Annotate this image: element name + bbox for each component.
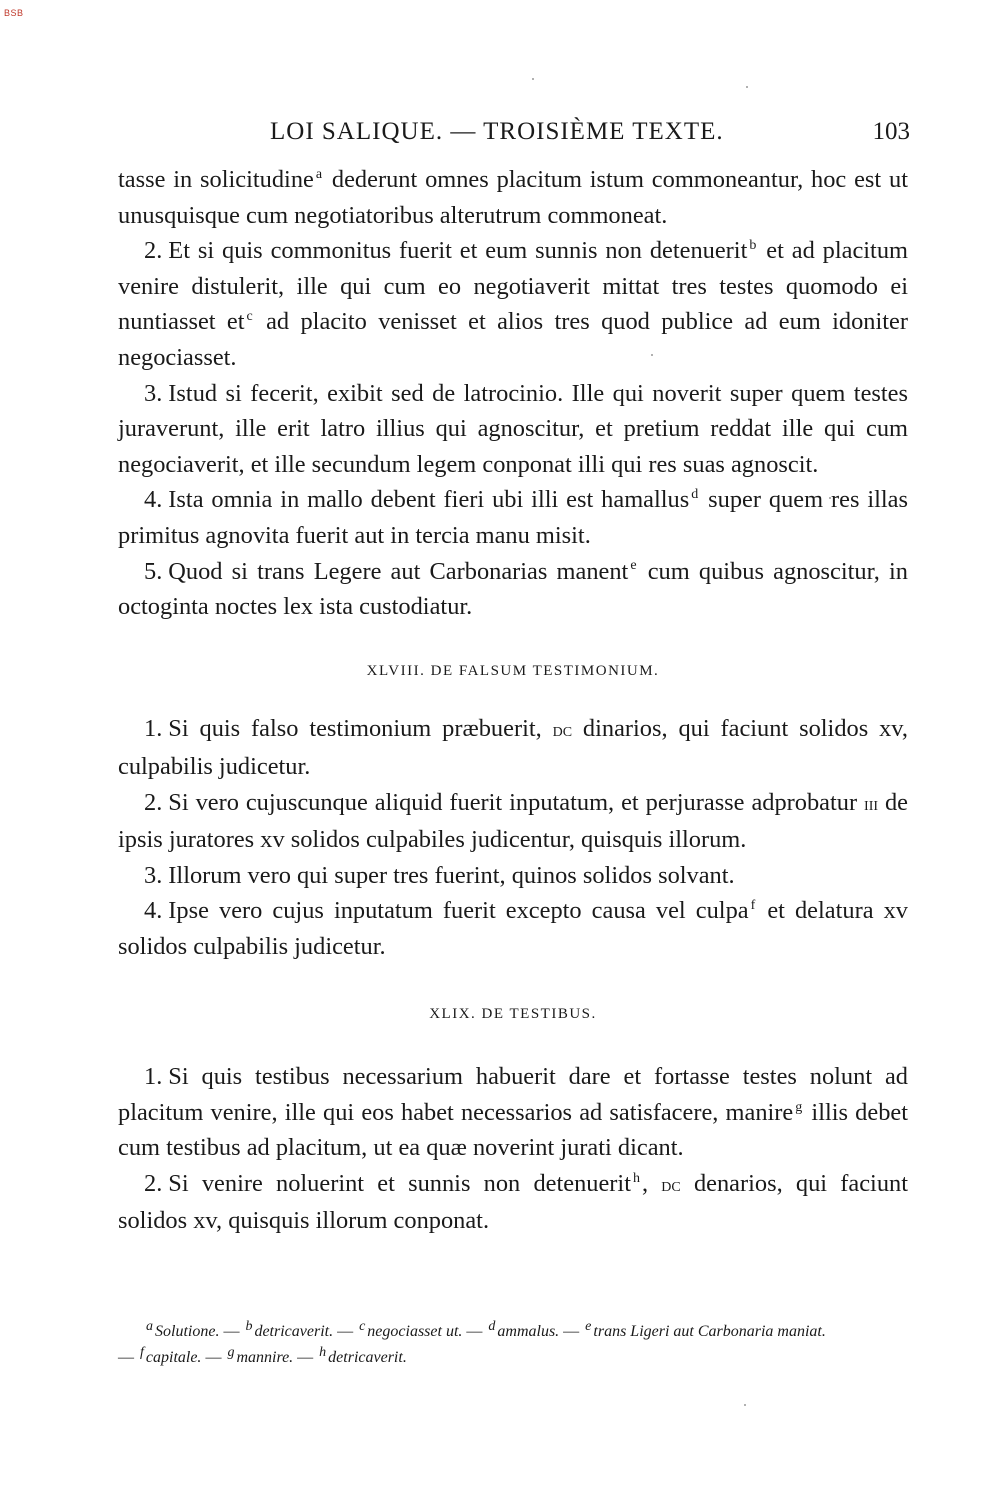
paragraph-text: Si venire noluerint et sunnis non detenuerit bbox=[168, 1169, 631, 1197]
paragraph-text: et delatura xv solidos culpabilis judicetur. bbox=[118, 897, 908, 960]
footnote-marker: g bbox=[227, 1344, 235, 1360]
scan-speck bbox=[532, 78, 534, 80]
paragraph bbox=[118, 858, 908, 894]
footnote-marker: a bbox=[146, 1318, 153, 1334]
footnote-separator: — bbox=[293, 1349, 318, 1366]
paragraph-text: , bbox=[641, 1169, 662, 1197]
footnote-text: Solutione. bbox=[155, 1323, 220, 1340]
library-stamp: BSB bbox=[4, 8, 24, 18]
main-text bbox=[118, 162, 908, 1239]
paragraph bbox=[118, 1166, 908, 1239]
paragraph-text: cum quibus agnoscitur, in octoginta noctes lex ista custodiatur. bbox=[118, 557, 908, 621]
paragraph bbox=[118, 233, 908, 375]
roman-numeral: dc bbox=[661, 1173, 681, 1196]
footnote-separator: — bbox=[219, 1323, 244, 1340]
footnote-separator: — bbox=[559, 1323, 584, 1340]
footnote-separator: — bbox=[333, 1323, 358, 1340]
paragraph bbox=[118, 554, 908, 625]
footnote-text: detricaverit. bbox=[328, 1349, 407, 1366]
paragraph-number: 1. bbox=[144, 1063, 163, 1091]
footnote-ref[interactable]: f bbox=[750, 898, 756, 914]
paragraph-number: 4. bbox=[144, 897, 163, 925]
paragraph-text: super quem res illas primitus agnovita fuerit aut in tercia manu misit. bbox=[118, 486, 908, 549]
scan-speck bbox=[746, 86, 748, 88]
paragraph-text: Si quis testibus necessarium habuerit dare et fortasse testes nolunt ad placitum venire, ille qui eos habet necessarios ad satisfacere, manire bbox=[118, 1063, 908, 1126]
paragraph-text: illis debet cum testibus ad placitum, ut ea quæ noverint jurati dicant. bbox=[118, 1098, 908, 1162]
footnote-line bbox=[118, 1319, 908, 1345]
footnote-ref[interactable]: c bbox=[246, 309, 253, 325]
paragraph-text: Istud si fecerit, exibit sed de latrocinio. Ille qui noverit super quem testes juraverunt, ille erit latro illius qui agnoscitur, et pretium reddat ille qui cum negociaverit, et ille secundum legem conponat illi qui res suas agnoscit. bbox=[118, 379, 908, 478]
paragraph bbox=[118, 482, 908, 553]
footnote-marker: e bbox=[585, 1318, 592, 1334]
footnote-separator: — bbox=[118, 1349, 138, 1366]
footnote-marker: h bbox=[319, 1344, 327, 1360]
paragraph-text: Illorum vero qui super tres fuerint, quinos solidos solvant. bbox=[168, 861, 735, 889]
paragraph-number: 2. bbox=[144, 1169, 163, 1197]
paragraph-text: tasse in solicitudine bbox=[118, 166, 314, 193]
paragraph-text: et ad placitum venire distulerit, ille qui cum eo negotiaverit mittat tres testes quomodo ei nuntiasset et bbox=[118, 237, 908, 336]
footnote-text: ammalus. bbox=[497, 1323, 560, 1340]
footnote-ref[interactable]: a bbox=[315, 166, 323, 182]
footnote-ref[interactable]: e bbox=[630, 558, 637, 574]
paragraph-text: Ipse vero cujus inputatum fuerit excepto causa vel culpa bbox=[168, 897, 749, 925]
paragraph bbox=[118, 162, 908, 233]
paragraph-text: Si quis falso testimonium præbuerit, bbox=[168, 715, 553, 743]
paragraph-text: Ista omnia in mallo debent fieri ubi illi est hamallus bbox=[168, 486, 690, 514]
paragraph-number: 3. bbox=[144, 379, 163, 407]
paragraph bbox=[118, 785, 908, 858]
running-title: LOI SALIQUE. — TROISIÈME TEXTE. bbox=[270, 118, 724, 145]
paragraph bbox=[118, 711, 908, 784]
footnote-text: detricaverit. bbox=[254, 1323, 334, 1340]
footnote-text: negociasset ut. bbox=[367, 1323, 463, 1340]
footnote-text: capitale. bbox=[145, 1349, 202, 1366]
paragraph bbox=[118, 376, 908, 483]
footnote-marker: c bbox=[359, 1318, 366, 1334]
section-heading: XLVIII. DE FALSUM TESTIMONIUM. bbox=[366, 662, 660, 679]
paragraph-number: 4. bbox=[144, 486, 163, 514]
paragraph-text: dederunt omnes placitum istum commoneantur, hoc est ut unusquisque cum negotiatoribus alterutrum commoneat. bbox=[118, 166, 908, 229]
paragraph bbox=[118, 1059, 908, 1166]
footnote-marker: f bbox=[140, 1344, 144, 1360]
paragraph-text: Et si quis commonitus fuerit et eum sunnis non detenuerit bbox=[168, 237, 748, 265]
paragraph-number: 5. bbox=[144, 557, 163, 585]
footnote-separator: — bbox=[462, 1323, 487, 1340]
paragraph-text: denarios, qui faciunt solidos xv, quisquis illorum conponat. bbox=[118, 1169, 908, 1235]
paragraph-number: 1. bbox=[144, 715, 163, 743]
footnote-text: trans Ligeri aut Carbonaria maniat. bbox=[593, 1323, 826, 1340]
paragraph-number: 2. bbox=[144, 788, 163, 816]
footnote-ref[interactable]: h bbox=[632, 1170, 640, 1186]
paragraph-text: de ipsis juratores xv solidos culpabiles judicentur, quisquis illorum. bbox=[118, 788, 908, 854]
paragraph-number: 3. bbox=[144, 861, 163, 889]
paragraph-text: Si vero cujuscunque aliquid fuerit inputatum, et perjurasse adprobatur bbox=[168, 788, 865, 816]
roman-numeral: iii bbox=[864, 792, 879, 815]
footnote-marker: d bbox=[488, 1318, 496, 1334]
footnote-ref[interactable]: d bbox=[691, 487, 699, 503]
footnote-ref[interactable]: g bbox=[795, 1099, 803, 1115]
paragraph-text: ad placito venisset et alios tres quod publice ad eum idoniter negociasset. bbox=[118, 308, 908, 371]
page-number: 103 bbox=[872, 118, 910, 145]
scan-speck bbox=[744, 1404, 746, 1406]
section-heading: XLIX. DE TESTIBUS. bbox=[429, 1006, 597, 1023]
footnote-line bbox=[118, 1345, 908, 1371]
paragraph-text: dinarios, qui faciunt solidos xv, culpabilis judicetur. bbox=[118, 715, 908, 780]
footnote-separator: — bbox=[201, 1349, 226, 1366]
footnote-marker: b bbox=[245, 1318, 253, 1334]
footnotes bbox=[118, 1319, 908, 1371]
roman-numeral: dc bbox=[552, 719, 573, 742]
paragraph-number: 2. bbox=[144, 237, 163, 265]
paragraph bbox=[118, 893, 908, 964]
footnote-text: mannire. bbox=[236, 1349, 294, 1366]
running-header bbox=[120, 118, 910, 154]
paragraph-text: Quod si trans Legere aut Carbonarias manent bbox=[168, 557, 629, 585]
footnote-ref[interactable]: b bbox=[749, 238, 757, 254]
